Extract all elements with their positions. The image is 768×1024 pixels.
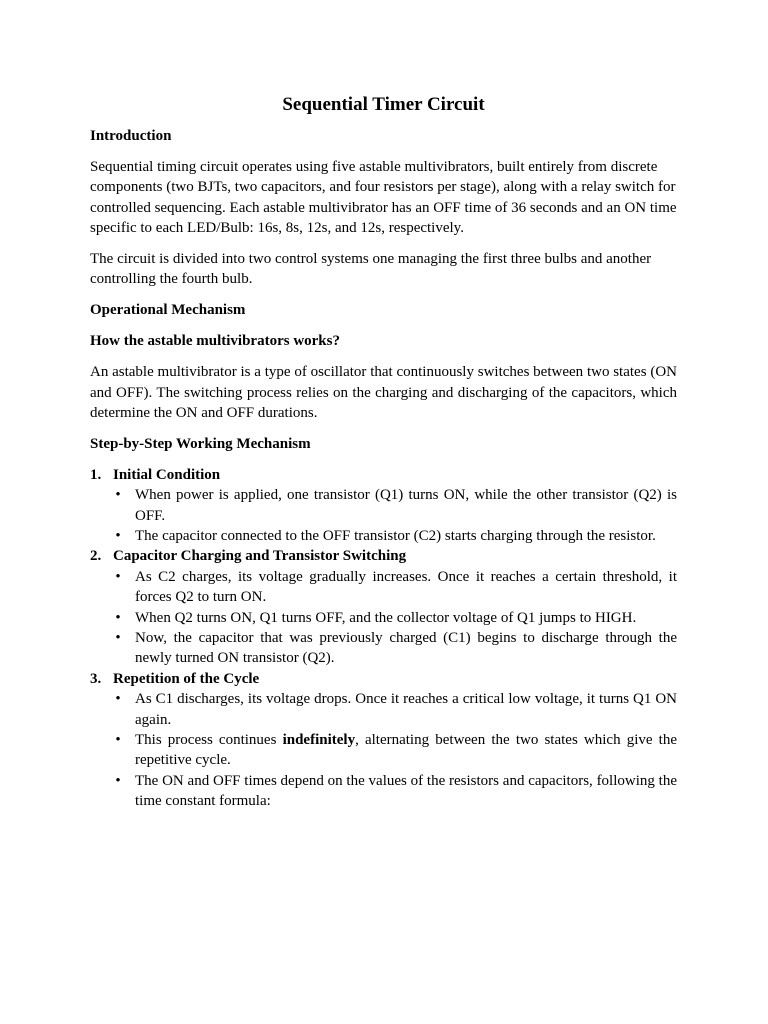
bullet-item [113,526,677,546]
step-item [90,669,677,812]
bullet-icon: • [115,609,121,626]
bullet-text: Now, the capacitor that was previously charged (C1) begins to discharge through the newly turned ON transistor (Q2). [135,630,677,667]
step-number: 1. [90,466,102,483]
step-item [90,546,677,668]
bullet-text: When power is applied, one transistor (Q1) turns ON, while the other transistor (Q2) is OFF. [135,487,677,524]
how-it-works-heading: How the astable multivibrators works? [90,333,340,350]
bullet-icon: • [115,487,121,504]
bullet-text: As C1 discharges, its voltage drops. Once it reaches a critical low voltage, it turns Q1 ON again. [135,691,677,728]
bullet-icon: • [115,732,121,749]
bullet-text: When Q2 turns ON, Q1 turns OFF, and the collector voltage of Q1 jumps to HIGH. [135,609,637,626]
bullet-text-before: This process continues [135,732,283,749]
bullet-icon: • [115,772,121,789]
bullet-text: As C2 charges, its voltage gradually increases. Once it reaches a certain threshold, it forces Q2 to turn ON. [135,568,677,606]
bullet-item [113,485,677,526]
step-by-step-heading: Step-by-Step Working Mechanism [90,435,311,452]
step-bullets [113,689,677,811]
operational-mechanism-heading: Operational Mechanism [90,302,246,319]
bullet-item [113,771,677,812]
bullet-icon: • [115,568,121,585]
intro-paragraph-2: The circuit is divided into two control systems one managing the first three bulbs and another controlling the fourth bulb. [90,251,652,288]
step-bullets [113,485,677,546]
intro-paragraph-1: Sequential timing circuit operates using five astable multivibrators, built entirely from discrete components (two BJTs, two capacitors, and four resistors per stage), along with a relay switch for controlled sequencing. Each astable multivibrator has an OFF time of 36 seconds and an ON time specific to each LED/Bulb: 16s, 8s, 12s, and 12s, respectively. [90,158,677,237]
how-it-works-paragraph: An astable multivibrator is a type of oscillator that continuously switches between two states (ON and OFF). The switching process relies on the charging and discharging of the capacitors, which determine the ON and OFF durations. [90,364,677,421]
bullet-text: The ON and OFF times depend on the values of the resistors and capacitors, following the time constant formula: [135,772,677,810]
steps-list [90,465,677,812]
bullet-text-emphasis: indefinitely [282,732,356,749]
bullet-icon: • [115,630,121,647]
bullet-text [135,732,677,768]
introduction-heading: Introduction [90,128,172,144]
bullet-item [113,567,677,608]
bullet-text-after: , alternating between the two states which give the repetitive cycle. [135,732,678,769]
step-bullets [113,567,677,669]
bullet-icon: • [115,691,121,708]
bullet-icon: • [115,528,121,544]
step-title: Initial Condition [113,466,221,483]
bullet-item [113,608,677,628]
step-title: Repetition of the Cycle [113,670,260,687]
document-title: Sequential Timer Circuit [282,94,485,115]
bullet-item [113,730,677,771]
step-item [90,465,677,547]
document-page [90,92,677,812]
step-number: 3. [90,670,102,687]
step-number: 2. [90,548,102,565]
bullet-text: The capacitor connected to the OFF transistor (C2) starts charging through the resistor. [135,528,656,544]
bullet-item [113,628,677,669]
bullet-item [113,689,677,730]
step-title: Capacitor Charging and Transistor Switching [113,548,407,565]
